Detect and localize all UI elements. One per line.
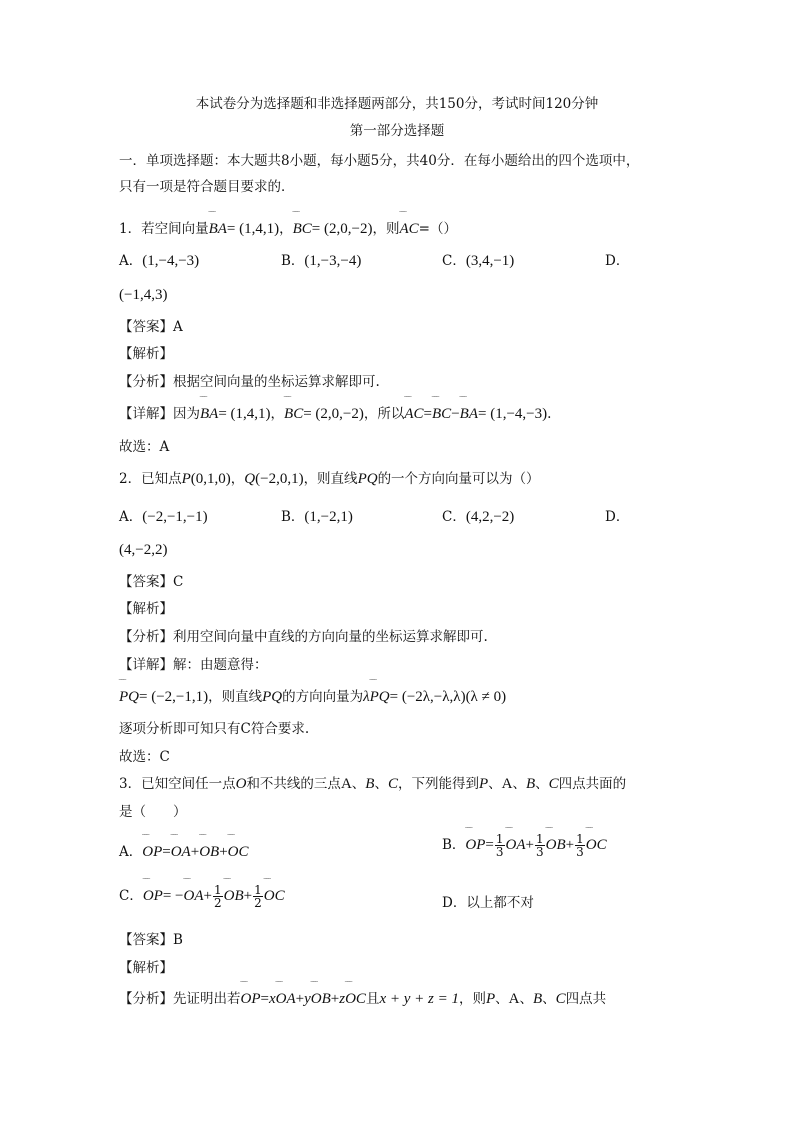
q1-stem-prefix: 1．若空间向量 [119,221,209,237]
q3-c-frac1-den: 2 [213,896,222,910]
q3-tail: 四点共面的 [558,776,627,792]
q2-stem-prefix: 2．已知点 [119,471,182,487]
q1-fenxi: 【分析】根据空间向量的坐标运算求解即可. [119,374,380,390]
q3-fx-y: y [304,991,311,1007]
q1-sep: ， [279,221,293,237]
q3-b-eq: = [485,837,494,853]
q2-option-a[interactable] [119,506,208,528]
q1-option-b-text: (1,−3,−4) [304,253,362,269]
q2-xj-pq: ‾‾‾ PQ [119,686,139,708]
q2-choose: 故选：C [119,749,170,765]
q2-mid: ，则直线 [303,471,358,487]
q3-dun4: 、 [512,776,526,792]
q3-option-d-text: 以上都不对 [466,895,534,911]
q2-option-a-label: A． [119,509,143,525]
q1-analysis-heading: 【解析】 [119,346,173,362]
q3-fx-ob: ‾‾‾ OB [311,988,331,1010]
q3-option-c[interactable] [119,884,285,909]
q3-c-frac1-num: 1 [213,883,222,897]
q3-a-plus1: + [190,844,200,860]
q3-a-oa: ‾‾‾ OA [171,841,191,863]
q2-option-c-label: C． [442,509,466,525]
q3-fx-plus2: + [330,991,340,1007]
q2-option-a-text: (−2,−1,−1) [142,509,208,525]
q2-option-c[interactable] [442,506,514,528]
q3-fx-and: 且 [365,991,380,1007]
q3-a-ob: ‾‾‾ OB [199,841,219,863]
q3-c-eq: = − [162,888,184,904]
q3-option-a-label: A． [119,844,143,860]
q2-xiangjie: 【详解】解：由题意得： [119,657,268,673]
q1-xj-eq: = [423,406,433,422]
q2-zhuxiang: 逐项分析即可知只有C符合要求. [119,721,310,737]
q2-xj-mid2: 的方向向量为 [282,689,364,705]
q2-option-c-text: (4,2,−2) [465,509,515,525]
q3-o: O [235,776,247,792]
q1-vector-ba: ‾‾‾ BA [209,218,227,240]
q1-vector-bc-value: = (2,0,−2) [311,221,373,237]
q3-analysis-heading: 【解析】 [119,960,173,976]
q1-tail: =（） [418,221,457,237]
q3-dun5: 、 [535,776,549,792]
q3-c-plus2: + [243,888,253,904]
q3-fx-tail: 四点共 [565,991,607,1007]
exam-intro: 本试卷分为选择题和非选择题两部分，共150分，考试时间120分钟 [195,96,599,112]
q3-option-d[interactable] [442,892,534,914]
q3-b-frac3-den: 3 [576,845,584,859]
q1-xj-bc2: ‾‾‾ BC [432,403,451,425]
q3-b-frac2-den: 3 [536,845,544,859]
q1-vector-ba-value: = (1,4,1) [226,221,280,237]
q3-b-plus2: + [565,837,575,853]
q2-option-b[interactable] [281,506,353,528]
q2-point-p-value: (0,1,0) [190,471,231,487]
q3-b-plus1: + [525,837,534,853]
q2-option-d-label[interactable]: D． [605,509,630,525]
q1-option-c-label: C． [442,253,466,269]
q3-a-op: ‾‾‾ OP [142,841,162,863]
q1-xj-ba-value: = (1,4,1) [218,406,271,422]
q3-fx-d3: 、 [542,991,556,1007]
part-title: 第一部分选择题 [349,123,445,139]
q3-fx-then: ，则 [458,991,486,1007]
q3-stem [119,773,677,795]
q3-c: C [387,776,398,792]
q1-option-a-text: (1,−4,−3) [142,253,200,269]
q3-c-frac2-den: 2 [254,896,262,910]
q3-b-frac3 [575,833,585,858]
q3-mid2: ，下列能得到 [397,776,479,792]
q2-option-b-text: (1,−2,1) [304,509,353,525]
q2-sep: ， [230,471,245,487]
q1-option-c-text: (3,4,−1) [465,253,515,269]
q3-mid1: 和不共线的三点 [246,776,341,792]
q3-fx-eq: = [260,991,269,1007]
q1-xj-bc: ‾‾‾ BC [284,403,303,425]
q1-option-b[interactable] [281,250,361,272]
q3-fx-prefix: 【分析】先证明出若 [119,991,241,1007]
q3-fx-d1: 、 [495,991,509,1007]
q3-stem-line2: 是（ ） [119,804,187,820]
q3-c-ob: ‾‾‾ OB [224,885,244,907]
q2-xj-result: = (−2λ,−λ,λ) [389,689,466,705]
q2-xj-lambda: λ [363,689,370,705]
q3-b-frac3-num: 1 [576,832,584,846]
q1-vector-ac: ‾‾‾ AC [399,218,418,240]
q3-option-c-label: C． [119,888,143,904]
q1-option-d-label[interactable]: D． [605,253,630,269]
q3-dun2: 、 [374,776,388,792]
q3-c-oa: ‾‾‾ OA [184,885,204,907]
q2-xj-pq2: ‾‾‾ PQ [370,686,390,708]
q1-xj-end: . [547,406,552,422]
q2-point-q-value: (−2,0,1) [255,471,304,487]
q3-b: B [365,776,375,792]
q3-c-frac1 [213,884,223,909]
q2-option-d[interactable] [119,539,677,561]
q1-xj-result: = (1,−4,−3) [477,406,548,422]
q3-option-b[interactable] [442,833,607,858]
q2-option-b-label: B． [281,509,305,525]
q1-answer: 【答案】A [119,319,183,335]
q1-vector-bc: ‾‾‾ BC [293,218,312,240]
q2-point-p: P [181,471,191,487]
q3-c2: C [548,776,559,792]
q1-xj-prefix: 【详解】因为 [119,406,200,422]
q3-fx-p: P [485,991,496,1007]
section-heading-line2: 只有一项是符合题目要求的． [119,179,295,195]
q1-option-a-label: A． [119,253,143,269]
q3-fx-a: A [508,991,520,1007]
q2-xiangjie-formula [119,686,677,708]
q2-fenxi: 【分析】利用空间向量中直线的方向向量的坐标运算求解即可. [119,629,488,645]
q3-fx-b: B [532,991,543,1007]
q3-b-frac1 [495,833,505,858]
q2-stem [119,468,677,490]
q3-c-plus1: + [203,888,212,904]
q3-c-oc: ‾‾‾ OC [264,885,285,907]
q1-choose: 故选：A [119,439,170,455]
q1-option-d-text: (−1,4,3) [119,287,168,303]
q3-fx-plus1: + [295,991,305,1007]
q2-xj-pq-value: = (−2,−1,1) [139,689,209,705]
q3-fx-z: z [339,991,346,1007]
q2-point-q: Q [244,471,256,487]
q3-option-d-label: D． [442,895,467,911]
q3-c-frac2 [253,884,263,909]
q1-xj-minus: − [451,406,460,422]
q3-a-oc: ‾‾‾ OC [228,841,249,863]
q3-option-b-label: B． [442,837,466,853]
q3-b-ob: ‾‾‾ OB [546,834,566,856]
q3-b-oa: ‾‾‾ OA [506,834,526,856]
q1-option-c[interactable] [442,250,514,272]
q3-a2: A [501,776,513,792]
q3-c-op: ‾‾‾ OP [143,885,163,907]
q3-fenxi [119,988,677,1010]
q3-b-oc: ‾‾‾ OC [586,834,607,856]
q1-option-d[interactable] [119,284,677,306]
q2-analysis-heading: 【解析】 [119,601,173,617]
q3-option-a[interactable] [119,841,249,863]
q3-p: P [478,776,489,792]
q3-fx-oa: ‾‾‾ OA [276,988,296,1010]
q1-option-a[interactable] [119,250,199,272]
q2-line-pq: PQ [357,471,378,487]
q3-b-frac2-num: 1 [536,832,544,846]
q1-option-b-label: B． [281,253,305,269]
q3-fx-cond: x + y + z = 1 [379,991,459,1007]
q1-xiangjie [119,403,677,425]
q2-answer: 【答案】C [119,574,184,590]
q1-stem [119,218,677,240]
q1-xj-sep: ， [270,406,285,422]
q3-b-frac2 [535,833,545,858]
q3-fx-oc: ‾‾‾ OC [345,988,366,1010]
q2-tail: 的一个方向向量可以为（） [377,471,540,487]
q3-dun1: 、 [351,776,366,792]
q3-a-plus2: + [219,844,228,860]
q3-fx-c: C [555,991,566,1007]
q3-fx-op: ‾‾‾ OP [241,988,261,1010]
q1-xj-bc-value: = (2,0,−2) [303,406,364,422]
q3-a-eq: = [162,844,171,860]
q2-xj-mid: ，则直线 [208,689,263,705]
q3-b-op: ‾‾‾ OP [465,834,485,856]
q3-fx-d2: 、 [519,991,533,1007]
q1-xj-ba2: ‾‾‾ BA [460,403,478,425]
q1-xj-so: ，所以 [363,406,405,422]
q1-xj-ba: ‾‾‾ BA [200,403,218,425]
q3-answer: 【答案】B [119,932,183,948]
q1-then: ，则 [372,221,400,237]
section-heading-line1: 一．单项选择题：本大题共8小题，每小题5分，共40分．在每小题给出的四个选项中， [119,153,640,169]
q2-xj-line-pq: PQ [262,689,283,705]
q3-prefix: 3．已知空间任一点 [119,776,236,792]
q3-b2: B [525,776,536,792]
q3-dun3: 、 [488,776,502,792]
q3-c-frac2-num: 1 [254,883,262,897]
q2-xj-condition: (λ ≠ 0) [465,689,507,705]
q1-xj-ac: ‾‾‾ AC [404,403,423,425]
q3-a: A [340,776,352,792]
q3-b-frac1-den: 3 [495,845,504,859]
q3-b-frac1-num: 1 [495,832,504,846]
q2-option-d-text: (4,−2,2) [119,542,168,558]
q3-fx-x: x [268,991,276,1007]
